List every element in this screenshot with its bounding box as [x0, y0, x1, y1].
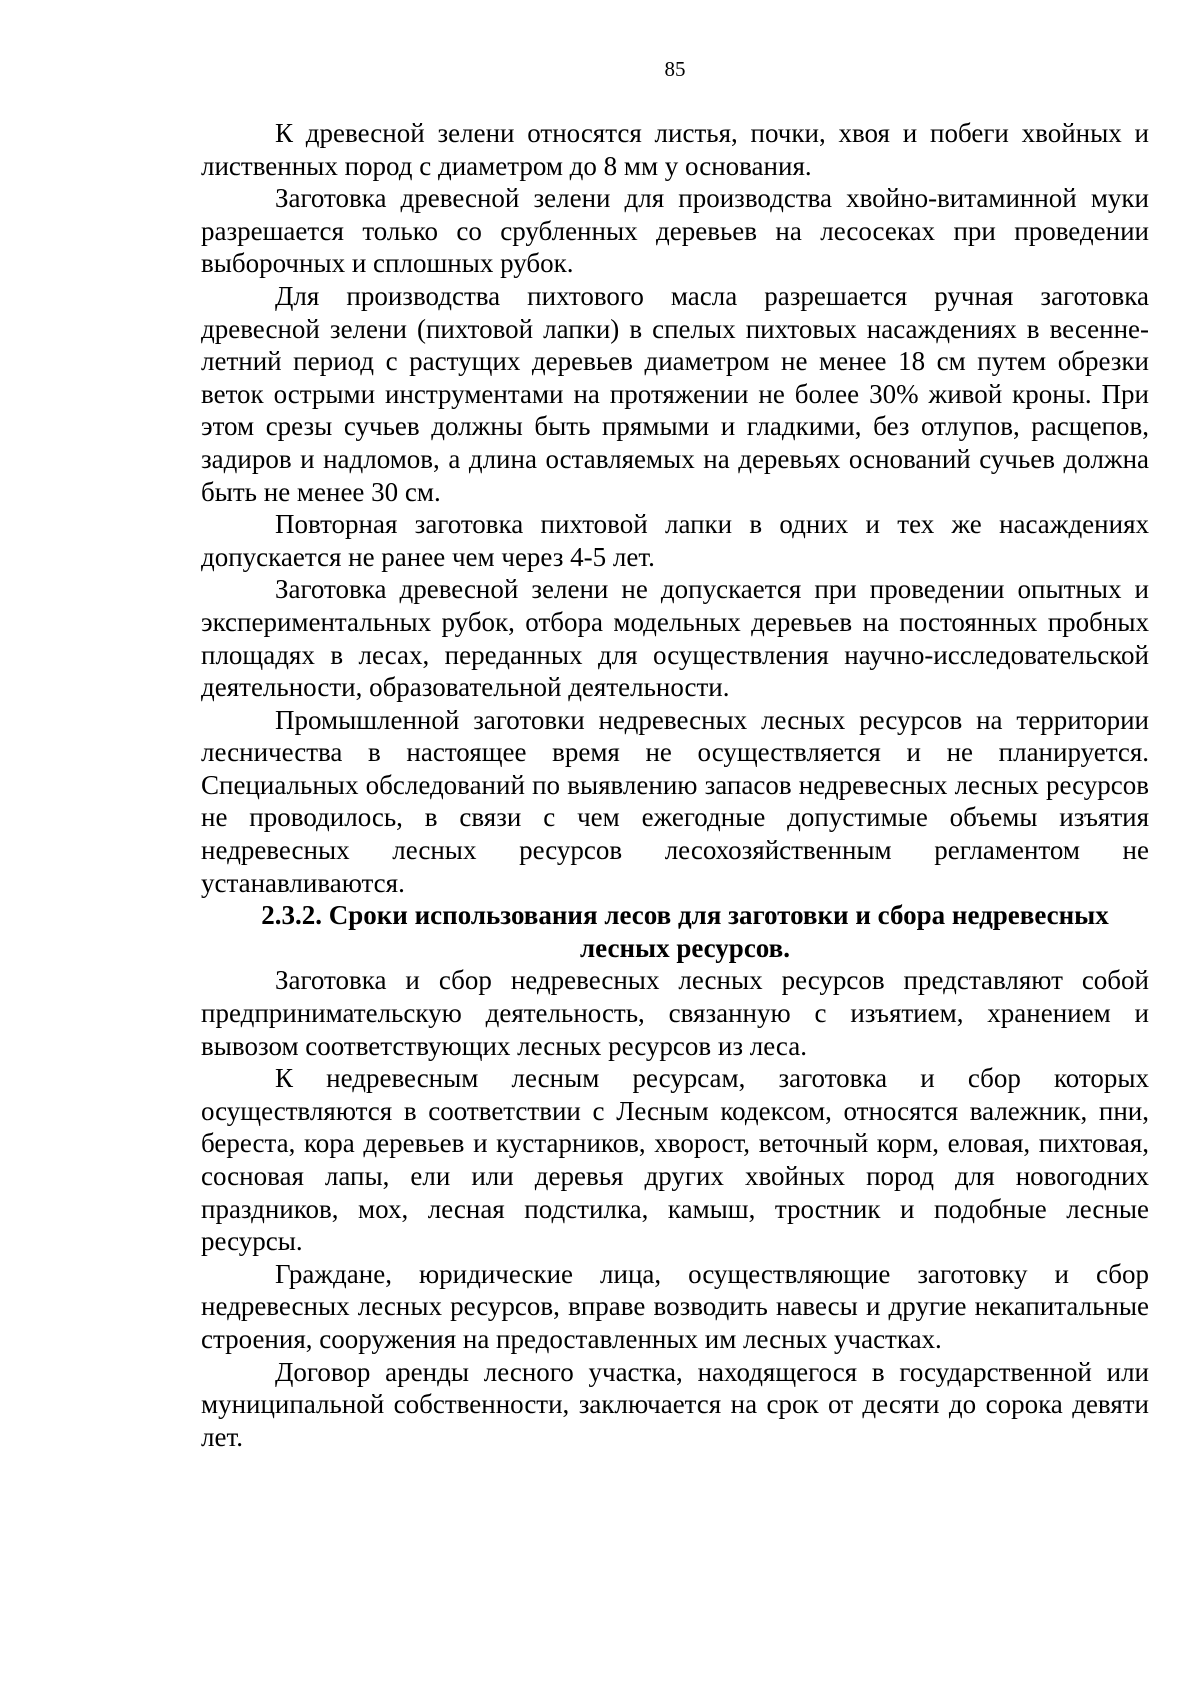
paragraph-business-activity: Заготовка и сбор недревесных лесных ресурсов представляют собой предпринимательскую деятельность, связанную с изъятием, хранением и вывозом соответствующих лесных ресурсов из леса.: [201, 965, 1149, 1061]
section-heading: [201, 899, 1149, 964]
section-heading-line-2: лесных ресурсов.: [580, 932, 790, 963]
page-number: 85: [664, 57, 686, 81]
paragraph-lease-term: Договор аренды лесного участка, находящегося в государственной или муниципальной собственности, заключается на срок от десяти до сорока девяти лет.: [201, 1356, 1149, 1452]
paragraph-harvest-prohibited: Заготовка древесной зелени не допускается при проведении опытных и экспериментальных рубок, отбора модельных деревьев на постоянных пробных площадях в лесах, переданных для осуществления научно-исследовательской деятельности, образовательной деятельности.: [201, 574, 1149, 703]
section-heading-line-1: 2.3.2. Сроки использования лесов для заготовки и сбора недревесных: [261, 900, 1109, 931]
paragraph-structures: Граждане, юридические лица, осуществляющие заготовку и сбор недревесных лесных ресурсов, вправе возводить навесы и другие некапитальные строения, сооружения на предоставленных им лесных участках.: [201, 1258, 1149, 1354]
paragraph-vitamin-flour: Заготовка древесной зелени для производства хвойно-витаминной муки разрешается только со срубленных деревьев на лесосеках при проведении выборочных и сплошных рубок.: [201, 183, 1149, 279]
paragraph-industrial-harvest: Промышленной заготовки недревесных лесных ресурсов на территории лесничества в настоящее время не осуществляется и не планируется. Специальных обследований по выявлению запасов недревесных лесных ресурсов не проводилось, в связи с чем ежегодные допустимые объемы изъятия недревесных лесных ресурсов лесохозяйственным регламентом не устанавливаются.: [201, 704, 1149, 898]
paragraph-tree-greenery-definition: К древесной зелени относятся листья, почки, хвоя и побеги хвойных и лиственных пород с диаметром до 8 мм у основания.: [201, 118, 1149, 181]
paragraph-resource-list: К недревесным лесным ресурсам, заготовка и сбор которых осуществляются в соответствии с Лесным кодексом, относятся валежник, пни, береста, кора деревьев и кустарников, хворост, веточный корм, еловая, пихтовая, сосновая лапы, ели или деревья других хвойных пород для новогодних праздников, мох, лесная подстилка, камыш, тростник и подобные лесные ресурсы.: [201, 1063, 1149, 1257]
page-body: [201, 117, 1149, 1453]
paragraph-repeat-harvest: Повторная заготовка пихтовой лапки в одних и тех же насаждениях допускается не ранее чем через 4-5 лет.: [201, 509, 1149, 572]
paragraph-fir-oil: Для производства пихтового масла разрешается ручная заготовка древесной зелени (пихтовой лапки) в спелых пихтовых насаждениях в весенне-летний период с растущих деревьев диаметром не менее 18 см путем обрезки веток острыми инструментами на протяжении не более 30% живой кроны. При этом срезы сучьев должны быть прямыми и гладкими, без отлупов, расщепов, задиров и надломов, а длина оставляемых на деревьях оснований сучьев должна быть не менее 30 см.: [201, 280, 1149, 507]
